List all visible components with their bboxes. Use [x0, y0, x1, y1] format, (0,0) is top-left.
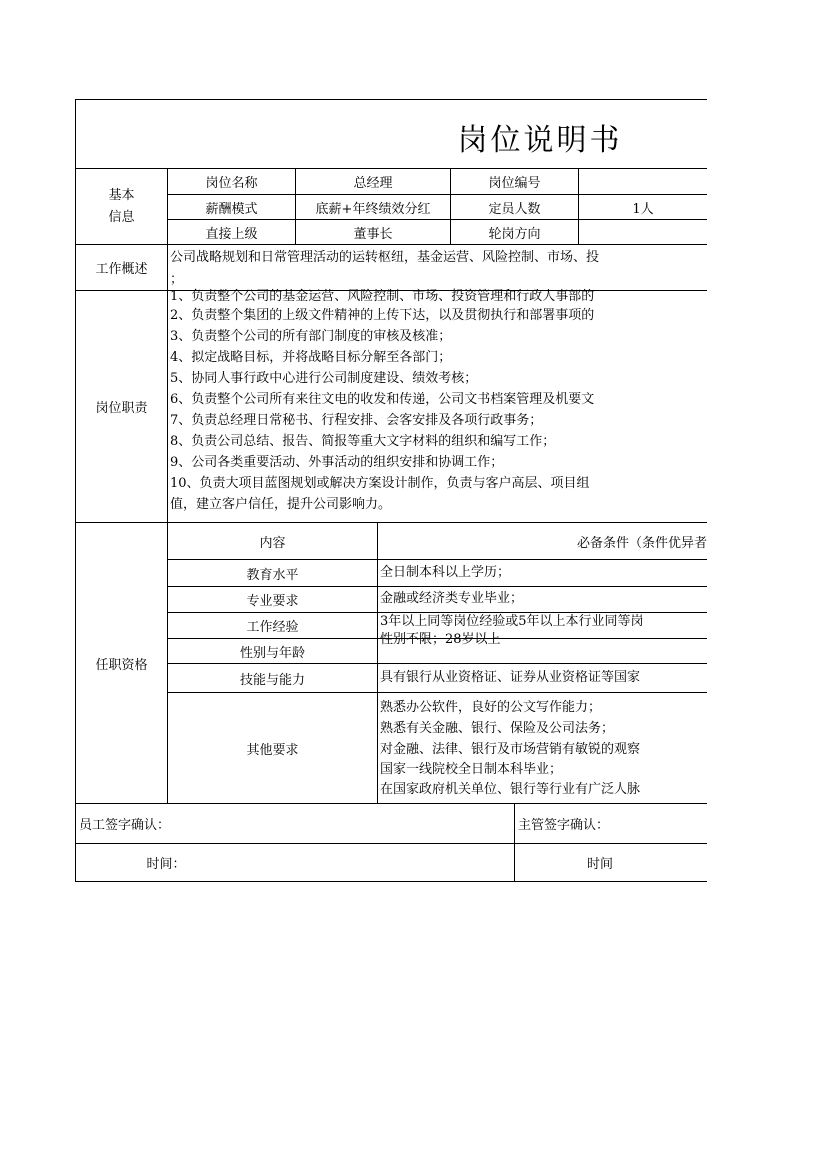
overview-line-2: ； [170, 272, 184, 287]
gender-age-label: 性别与年龄 [239, 645, 305, 661]
duty-line: 4、拟定战略目标，并将战略目标分解至各部门； [170, 350, 452, 365]
headcount-label: 定员人数 [488, 201, 541, 217]
duty-line: 9、公司各类重要活动、外事活动的组织安排和协调工作； [170, 455, 504, 470]
experience-value: 3年以上同等岗位经验或5年以上本行业同等岗 [380, 614, 644, 629]
page-title: 岗位说明书 [457, 123, 623, 158]
duty-line: 1、负责整个公司的基金运营、风险控制、市场、投资管理和行政人事部的 [170, 289, 595, 304]
position-name-label: 岗位名称 [205, 176, 258, 191]
duty-line: 3、负责整个公司的所有部门制度的审核及核准； [170, 329, 452, 344]
supervisor-signature-label: 主管签字确认： [518, 818, 610, 833]
headcount-value: 1人 [632, 201, 654, 217]
duty-line: 5、协同人事行政中心进行公司制度建设、绩效考核； [170, 371, 478, 386]
skills-value: 具有银行从业资格证、证券从业资格证等国家 [380, 670, 641, 685]
duty-line: 7、负责总经理日常秘书、行程安排、会客安排及各项行政事务； [170, 413, 543, 428]
qualifications-label: 任职资格 [95, 657, 148, 673]
skills-label: 技能与能力 [239, 672, 305, 688]
duty-line: 2、负责整个集团的上级文件精神的上传下达，以及贯彻执行和部署事项的 [170, 308, 595, 323]
other-line: 熟悉办公软件，良好的公文写作能力； [380, 700, 602, 715]
rotation-label: 轮岗方向 [488, 226, 541, 242]
major-label: 专业要求 [246, 594, 299, 609]
salary-value: 底薪+年终绩效分红 [315, 201, 431, 217]
position-no-label: 岗位编号 [488, 176, 541, 191]
duty-line: 10、负责大项目蓝图规划或解决方案设计制作，负责与客户高层、项目组 [170, 476, 590, 491]
overview-line-1: 公司战略规划和日常管理活动的运转枢纽，基金运营、风险控制、市场、投 [170, 250, 600, 265]
other-line: 在国家政府机关单位、银行等行业有广泛人脉 [380, 782, 641, 797]
major-value: 金融或经济类专业毕业； [380, 591, 524, 606]
employee-time-label: 时间： [146, 857, 186, 872]
salary-label: 薪酬模式 [205, 201, 258, 217]
content-header: 内容 [259, 535, 286, 551]
border-bottom [75, 881, 707, 882]
education-label: 教育水平 [246, 567, 299, 583]
employee-signature-label: 员工签字确认： [79, 818, 171, 833]
rotation-value [579, 220, 707, 244]
gender-age-value: 性别不限；28岁以上 [380, 632, 501, 647]
education-value: 全日制本科以上学历； [380, 565, 511, 580]
position-no-value [579, 169, 707, 194]
duty-line: 值，建立客户信任，提升公司影响力。 [170, 497, 392, 512]
other-line: 对金融、法律、银行及市场营销有敏锐的观察 [380, 742, 641, 757]
section-label-basic-info [76, 169, 167, 244]
other-line: 国家一线院校全日制本科毕业； [380, 762, 563, 777]
overview-label: 工作概述 [95, 262, 148, 277]
rule-basic-bottom [75, 244, 707, 245]
supervisor-time-label: 时间 [586, 857, 613, 872]
other-label: 其他要求 [246, 742, 299, 758]
position-name-value: 总经理 [353, 176, 393, 191]
duty-line: 6、负责整个公司所有来往文电的收发和传递，公司文书档案管理及机要文 [170, 392, 595, 407]
superior-label: 直接上级 [205, 226, 258, 242]
other-line: 熟悉有关金融、银行、保险及公司法务； [380, 721, 615, 736]
superior-value: 董事长 [353, 226, 393, 242]
requirement-header: 必备条件（条件优异者 [576, 535, 707, 551]
duties-label: 岗位职责 [95, 401, 148, 416]
duty-line: 8、负责公司总结、报告、简报等重大文字材料的组织和编写工作； [170, 434, 556, 449]
border-top [75, 99, 707, 100]
experience-label: 工作经验 [246, 620, 299, 635]
basic-info-label: 基本信息 [108, 187, 135, 225]
